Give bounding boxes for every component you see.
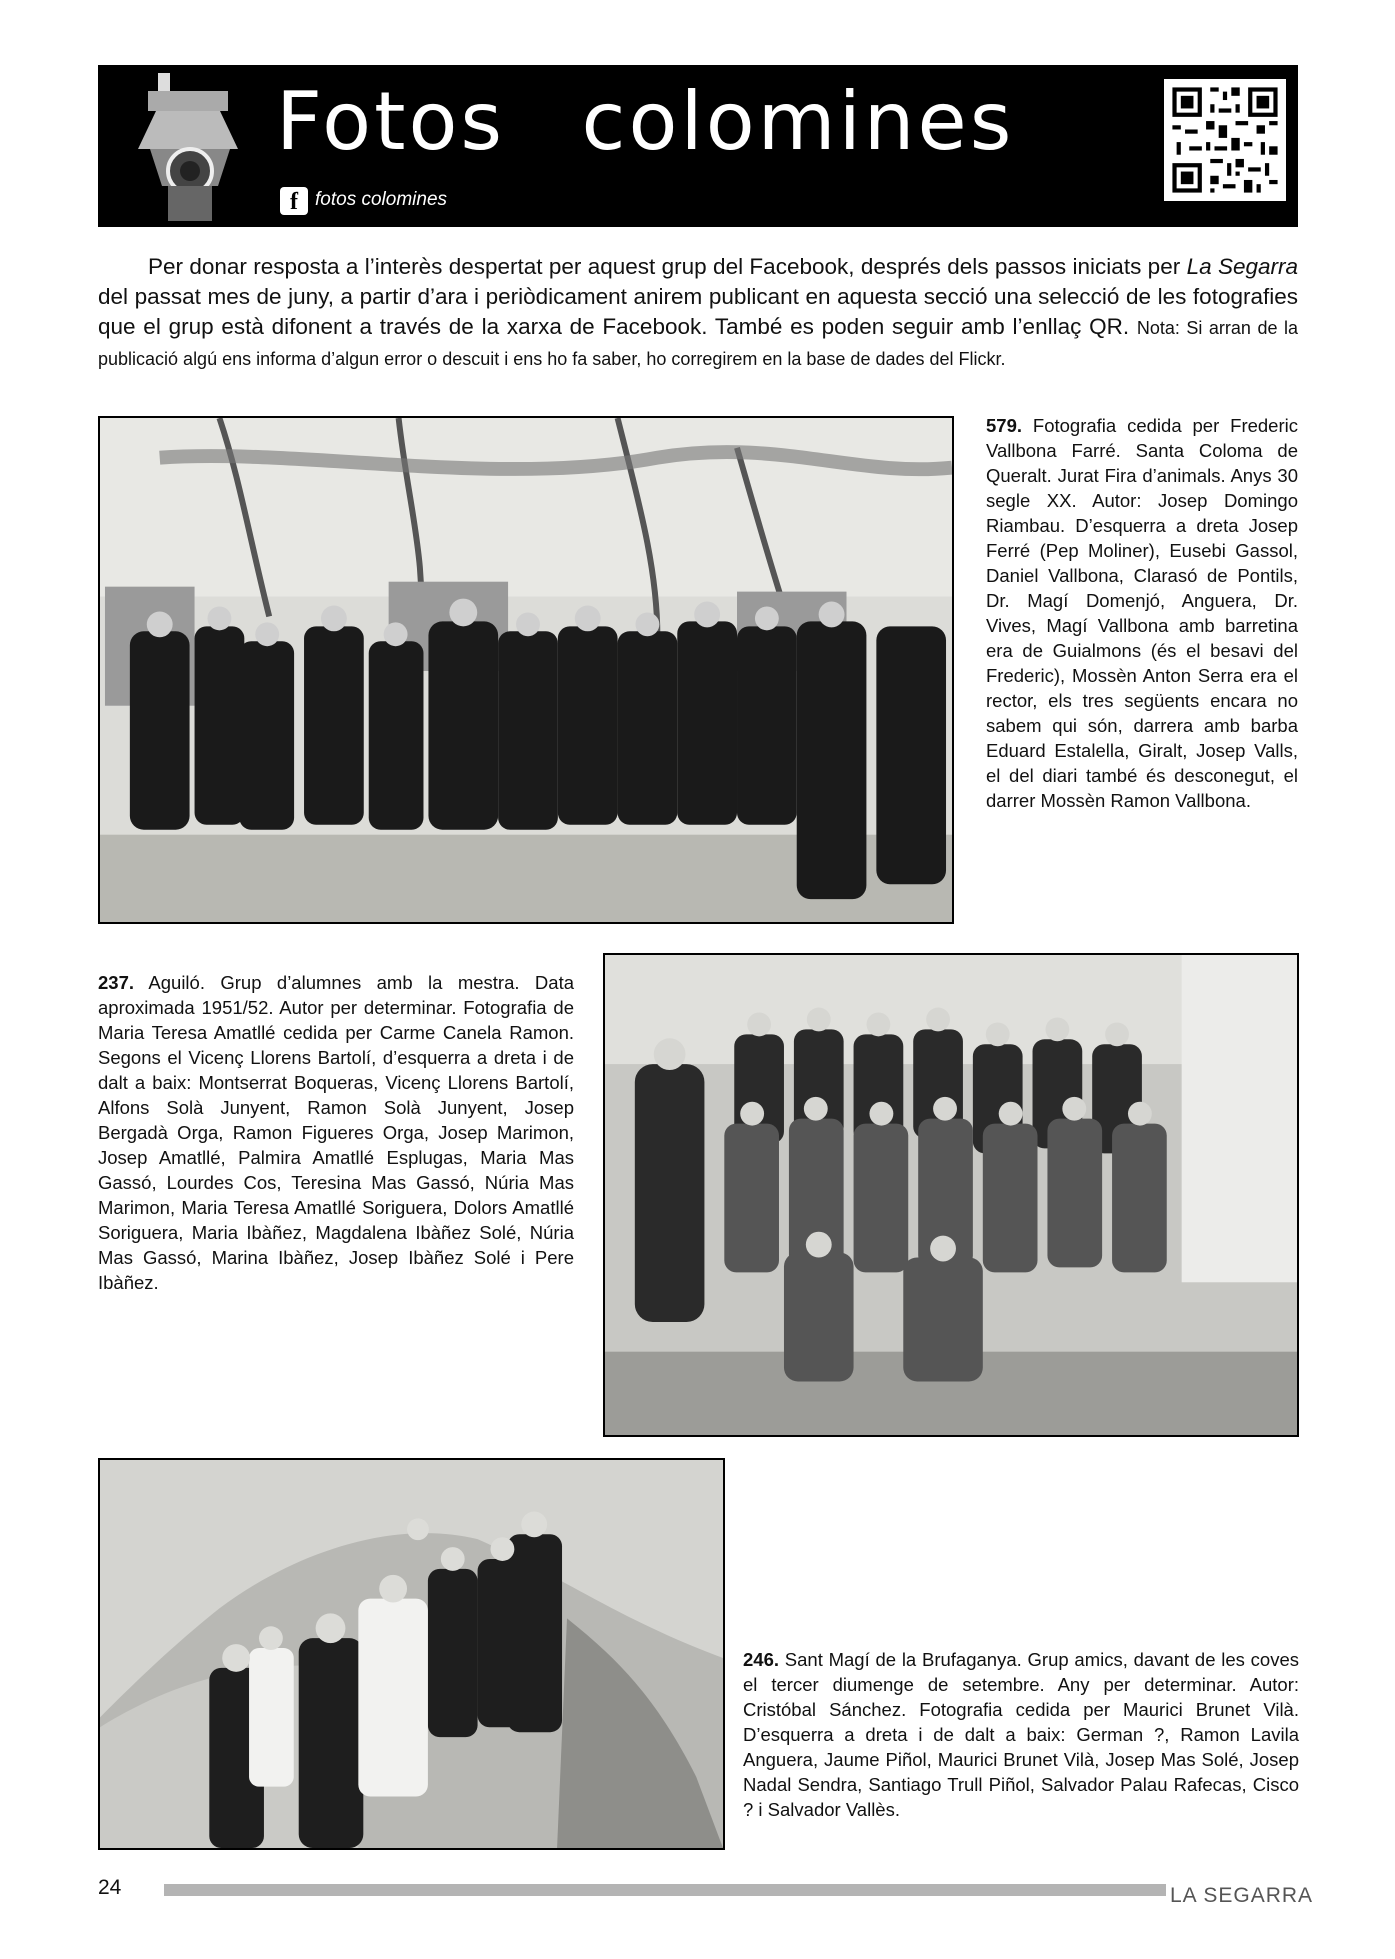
caption-text: Fotografia cedida per Frederic Vallbona Farré. Santa Coloma de Queralt. Jurat Fira d’animals. Anys 30 segle XX. Autor: Josep Domingo Riambau. D’esquerra a dreta Josep Ferré (Pep Moliner), Eusebi Gassol, Daniel Vallbona, Clarasó de Pontils, Dr. Magí Domenjó, Anguera, Dr. Vives, Magí Vallbona amb barretina era de Guialmons (és el besavi del Frederic), Mossèn Anton Serra era el rector, els tres següents encara no sabem qui són, darrera amb barba Eduard Estalella, Giralt, Josep Valls, el del diari també és desconegut, el darrer Mossèn Ramon Vallbona. [986, 415, 1298, 811]
intro-paragraph [98, 252, 1298, 374]
caption-237 [98, 970, 574, 1295]
photo-aguilo-school-group [603, 953, 1299, 1437]
intro-publication-name: La Segarra [1186, 254, 1298, 279]
intro-text-continued: del passat mes de juny, a partir d’ara i periòdicament anirem publicant en aquesta secció una selecció de les fotografies que el grup està difonent a través de la xarxa de Facebook. També es poden seguir amb l’enllaç QR. [98, 284, 1298, 339]
header-banner [98, 65, 1298, 227]
caption-text: Sant Magí de la Brufaganya. Grup amics, davant de les coves el tercer diumenge de setembre. Any per determinar. Autor: Cristóbal Sánchez. Fotografia cedida per Maurici Brunet Vilà. D’esquerra a dreta i de dalt a baix: German ?, Ramon Lavila Anguera, Jaume Piñol, Maurici Brunet Vilà, Josep Mas Solé, Josep Nadal Sendra, Santiago Trull Piñol, Salvador Palau Rafecas, Cisco ? i Salvador Vallès. [743, 1649, 1299, 1820]
facebook-label: fotos colomines [315, 189, 448, 210]
page-title: Fotos colomines [276, 75, 1015, 168]
photo-number: 579. [986, 415, 1023, 436]
caption-579 [986, 413, 1298, 813]
intro-note: Nota: Si arran de la publicació algú ens informa d’algun error o descuit i ens ho fa saber, ho corregirem en la base de dades del Flickr. [98, 318, 1298, 369]
caption-text: Aguiló. Grup d’alumnes amb la mestra. Data aproximada 1951/52. Autor per determinar. Fotografia de Maria Teresa Amatllé cedida per Carme Canela Ramon. Segons el Vicenç Llorens Bartolí, d’esquerra a dreta i de dalt a baix: Montserrat Boqueras, Vicenç Llorens Bartolí, Alfons Solà Junyent, Ramon Solà Junyent, Josep Bergadà Orga, Ramon Figueres Orga, Josep Marimon, Josep Amatllé, Palmira Amatllé Esplugas, Maria Mas Gassó, Lourdes Cos, Teresina Mas Gassó, Núria Mas Marimon, Maria Teresa Amatllé Soriguera, Dolors Amatllé Soriguera, Maria Ibàñez, Magdalena Ibàñez Solé, Núria Mas Gassó, Marina Ibàñez, Josep Ibàñez Solé i Pere Ibàñez. [98, 972, 574, 1293]
qr-code-icon [1164, 79, 1286, 201]
footer-rule [164, 1884, 1298, 1896]
photo-number: 246. [743, 1649, 780, 1670]
photo-number: 237. [98, 972, 135, 993]
photo-sant-magi-friends [98, 1458, 725, 1850]
caption-246 [743, 1647, 1299, 1822]
page-number: 24 [98, 1876, 122, 1899]
intro-text: Per donar resposta a l’interès despertat per aquest grup del Facebook, després dels passos iniciats per [148, 254, 1187, 279]
camera-icon [138, 71, 248, 223]
photo-fira-jurat [98, 416, 954, 924]
facebook-icon: f [280, 187, 308, 215]
footer-brand: LA SEGARRA [1166, 1884, 1313, 1908]
